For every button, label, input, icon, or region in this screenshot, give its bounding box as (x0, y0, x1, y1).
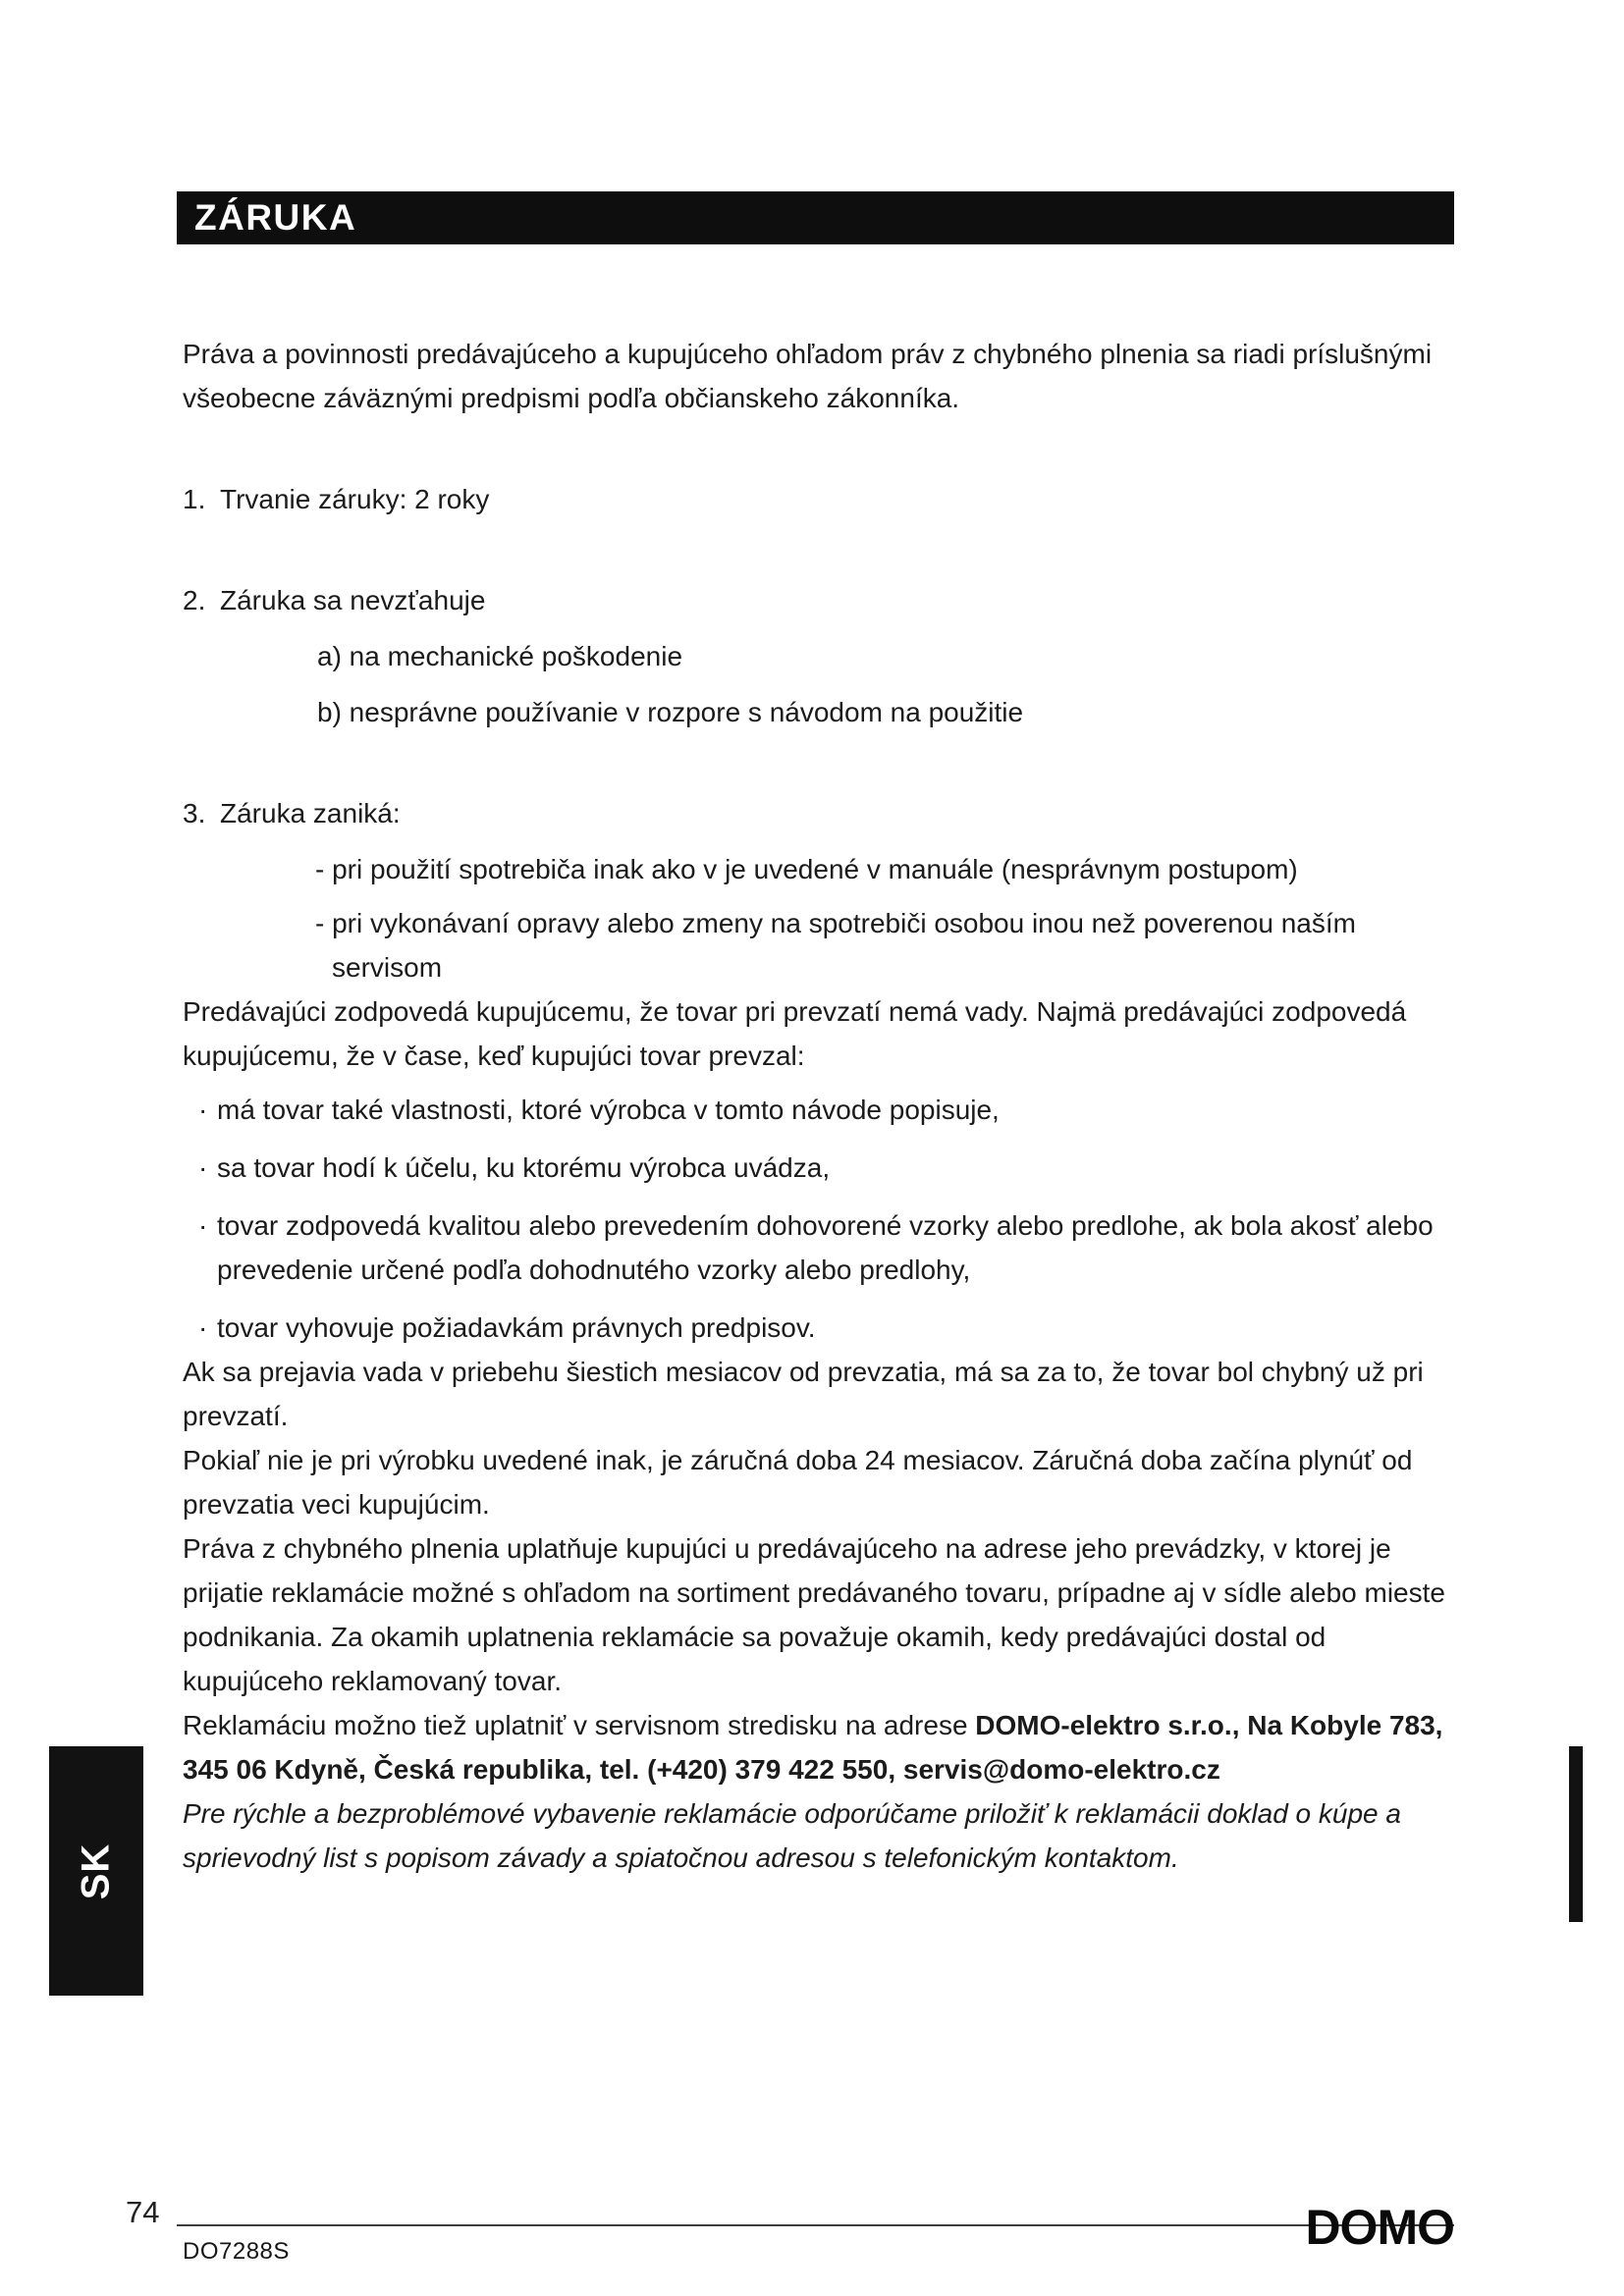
list-item-number: 1. (183, 484, 206, 514)
bullet-marker: · (198, 1312, 208, 1343)
bullet-text: tovar zodpovedá kvalitou alebo prevedením dohovorené vzorky alebo predlohe, ak bola akosť alebo prevedenie určené podľa dohodnutého vzorky alebo predlohy, (217, 1210, 1434, 1285)
section-title: ZÁRUKA (194, 197, 357, 238)
right-edge-print-mark (1569, 1746, 1583, 1922)
page-number: 74 (126, 2195, 160, 2229)
sub-item-a: a) na mechanické poškodenie (317, 641, 683, 671)
defect-paragraph: Ak sa prejavia vada v priebehu šiestich mesiacov od prevzatia, má sa za to, že tovar bol chybný už pri prevzatí. (183, 1357, 1424, 1431)
service-center-paragraph (183, 1703, 1459, 1791)
dash-item-1: - pri použití spotrebiča inak ako v je uvedené v manuále (nesprávnym postupom) (315, 854, 1298, 884)
list-item-number: 2. (183, 585, 206, 615)
bullet-marker: · (198, 1095, 208, 1125)
language-tab (49, 1746, 143, 1996)
language-tab-label: SK (74, 1842, 118, 1899)
bullet-item-4 (183, 1306, 1459, 1350)
bullet-item-2 (183, 1146, 1459, 1190)
list-item-text: Záruka zaniká: (220, 798, 401, 828)
intro-paragraph: Práva a povinnosti predávajúceho a kupujúceho ohľadom práv z chybného plnenia sa riadi príslušnými všeobecne záväznými predpismi podľa občianskeho zákonníka. (183, 339, 1433, 413)
bullet-item-1 (183, 1088, 1459, 1132)
page-content (183, 332, 1459, 1880)
bullet-text: sa tovar hodí k účelu, ku ktorému výrobca uvádza, (217, 1152, 831, 1183)
list-item-text: Trvanie záruky: 2 roky (220, 484, 490, 514)
advice-note: Pre rýchle a bezproblémové vybavenie reklamácie odporúčame priložiť k reklamácii doklad o kúpe a sprievodný list s popisom závady a spiatočnou adresou s telefonickým kontaktom. (183, 1798, 1401, 1873)
claim-paragraph: Práva z chybného plnenia uplatňuje kupujúci u predávajúceho na adrese jeho prevádzky, v ktorej je prijatie reklamácie možné s ohľadom na sortiment predávaného tovaru, prípadne aj v sídle alebo mieste podnikania. Za okamih uplatnenia reklamácie sa považuje okamih, kedy predávajúci dostal od kupujúceho reklamovaný tovar. (183, 1533, 1445, 1696)
dash-item-2: - pri vykonávaní opravy alebo zmeny na spotrebiči osobou inou než poverenou naším servisom (315, 908, 1356, 983)
bullet-text: má tovar také vlastnosti, ktoré výrobca v tomto návode popisuje, (217, 1095, 1000, 1125)
bullet-text: tovar vyhovuje požiadavkám právnych predpisov. (217, 1312, 816, 1343)
list-item-number: 3. (183, 798, 206, 828)
list-item-text: Záruka sa nevzťahuje (220, 585, 486, 615)
section-header-bar (177, 191, 1454, 244)
list-item-3 (183, 791, 1459, 835)
warranty-period-paragraph: Pokiaľ nie je pri výrobku uvedené inak, je záručná doba 24 mesiacov. Záručná doba začína plynúť od prevzatia veci kupujúcim. (183, 1445, 1413, 1520)
service-center-text: Reklamáciu možno tiež uplatniť v servisnom stredisku na adrese (183, 1710, 976, 1740)
brand-logo: DOMO (1305, 2200, 1454, 2255)
seller-paragraph: Predávajúci zodpovedá kupujúcemu, že tovar pri prevzatí nemá vady. Najmä predávajúci zodpovedá kupujúcemu, že v čase, keď kupujúci tovar prevzal: (183, 996, 1407, 1071)
service-center-address: DOMO-elektro s.r.o., Na Kobyle 783, 345 06 Kdyně, Česká republika, tel. (+420) 379 422 550, servis@domo-elektro.cz (183, 1710, 1443, 1785)
bullet-marker: · (198, 1152, 208, 1183)
bullet-item-3 (183, 1203, 1459, 1292)
sub-item-b: b) nesprávne používanie v rozpore s návodom na použitie (317, 697, 1024, 727)
bullet-marker: · (198, 1210, 208, 1241)
model-number: DO7288S (183, 2238, 290, 2265)
list-item-2 (183, 578, 1459, 622)
list-item-1 (183, 477, 1459, 521)
